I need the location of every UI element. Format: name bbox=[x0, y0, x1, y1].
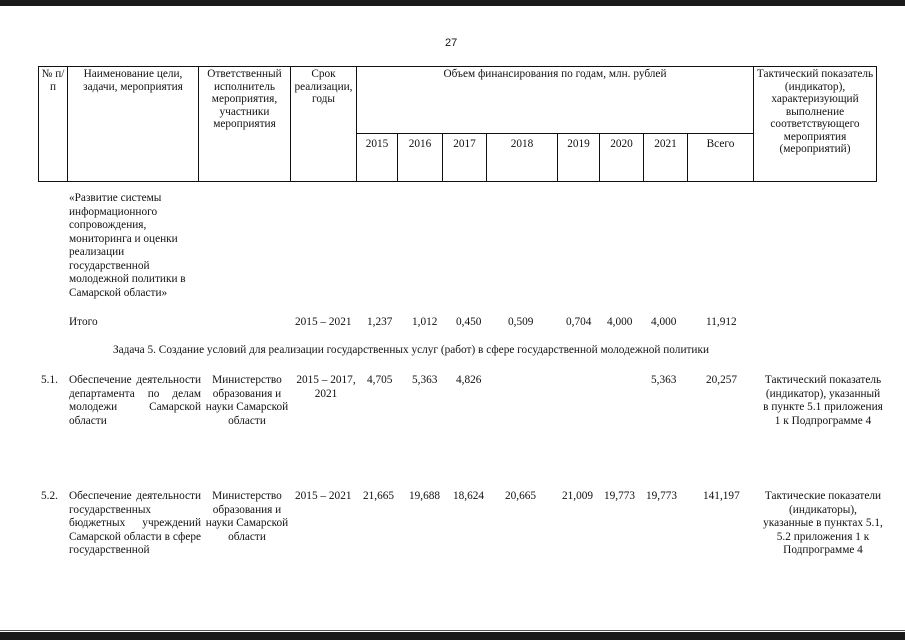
page-number: 27 bbox=[445, 37, 458, 49]
row-5-2-period: 2015 – 2021 bbox=[295, 490, 352, 502]
row-5-2-2019: 21,009 bbox=[562, 490, 594, 502]
row-5-2-2020: 19,773 bbox=[604, 490, 636, 502]
row-5-1-period: 2015 – 2017, 2021 bbox=[296, 374, 356, 400]
row-5-1-name: Обеспечение деятельности департамента по делам молодежи Самарской области bbox=[69, 374, 201, 427]
row-5-2-2015: 21,665 bbox=[363, 490, 395, 502]
year-2018: 2018 bbox=[510, 138, 534, 150]
total-label: Итого bbox=[69, 316, 98, 328]
year-2021: 2021 bbox=[654, 138, 677, 150]
row-5-1-responsible: Министерство образования и науки Самарской области bbox=[205, 374, 289, 427]
total-2017: 0,450 bbox=[456, 316, 482, 328]
total-2020: 4,000 bbox=[607, 316, 633, 328]
year-2017: 2017 bbox=[453, 138, 476, 150]
row-5-2-2021: 19,773 bbox=[646, 490, 678, 502]
task-heading: Задача 5. Создание условий для реализации государственных услуг (работ) в сфере государственной молодежной политики bbox=[113, 344, 710, 356]
year-2015: 2015 bbox=[365, 138, 389, 150]
total-2015: 1,237 bbox=[367, 316, 393, 328]
row-5-2-indicator: Тактические показатели (индикаторы), указанные в пунктах 5.1, 5.2 приложения 1 к Подпрограмме 4 bbox=[763, 490, 883, 556]
row-5-2-2017: 18,624 bbox=[453, 490, 485, 502]
row-5-1-indicator: Тактический показатель (индикатор), указанный в пункте 5.1 приложения 1 к Подпрограмме 4 bbox=[763, 374, 883, 427]
header-responsible: Ответственный исполнитель мероприятия, участники мероприятия bbox=[207, 68, 282, 130]
scan-bottom-border bbox=[0, 632, 905, 640]
row-5-2-responsible: Министерство образования и науки Самарской области bbox=[205, 490, 289, 543]
row-5-1-2016: 5,363 bbox=[412, 374, 438, 386]
header-funding: Объем финансирования по годам, млн. рублей bbox=[443, 68, 667, 80]
row-5-2-name: Обеспечение деятельности государственных бюджетных учреждений Самарской области в сфере государственной bbox=[69, 490, 201, 556]
total-2019: 0,704 bbox=[566, 316, 592, 328]
continuation-text: «Развитие системы информационного сопровождения, мониторинга и оценки реализации государственной молодежной политики в Самарской области» bbox=[69, 192, 186, 299]
row-5-2-2018: 20,665 bbox=[505, 490, 537, 502]
year-2019: 2019 bbox=[567, 138, 590, 150]
row-5-1-total: 20,257 bbox=[706, 374, 738, 386]
total-2021: 4,000 bbox=[651, 316, 677, 328]
row-5-2-total: 141,197 bbox=[703, 490, 740, 502]
year-2020: 2020 bbox=[610, 138, 633, 150]
row-5-1-2015: 4,705 bbox=[367, 374, 393, 386]
total-period: 2015 – 2021 bbox=[295, 316, 352, 328]
header-name: Наименование цели, задачи, мероприятия bbox=[83, 68, 183, 93]
header-period: Срок реализации, годы bbox=[294, 68, 353, 105]
total-2016: 1,012 bbox=[412, 316, 438, 328]
row-5-1-num: 5.1. bbox=[41, 374, 58, 386]
row-5-1-2021: 5,363 bbox=[651, 374, 677, 386]
row-5-2-2016: 19,688 bbox=[409, 490, 441, 502]
year-total: Всего bbox=[706, 138, 735, 150]
row-5-1-2017: 4,826 bbox=[456, 374, 482, 386]
year-2016: 2016 bbox=[408, 138, 432, 150]
table-header bbox=[38, 66, 877, 182]
total-2018: 0,509 bbox=[508, 316, 534, 328]
header-num: № п/п bbox=[41, 68, 65, 93]
row-5-2-num: 5.2. bbox=[41, 490, 58, 502]
scan-top-border bbox=[0, 0, 905, 6]
header-indicator: Тактический показатель (индикатор), характеризующий выполнение соответствующего мероприятия (мероприятий) bbox=[756, 68, 874, 155]
total-sum: 11,912 bbox=[706, 316, 737, 328]
